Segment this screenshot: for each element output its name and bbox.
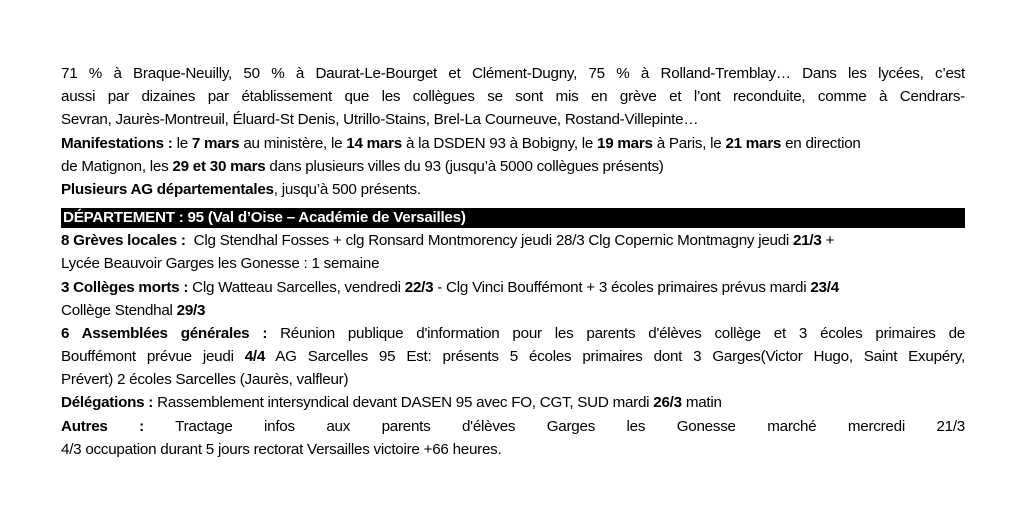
date-highlight: 26/3 — [653, 394, 682, 412]
body-text: AG Sarcelles 95 Est: présents 5 écoles primaires dont 3 Garges(Victor Hugo, Saint Exupéry, — [265, 348, 965, 366]
body-text: Bouffémont prévue jeudi — [61, 348, 245, 366]
body-text: Réunion publique d'information pour les parents d'élèves collège et 3 écoles primaires de — [267, 324, 965, 342]
date-highlight: 19 mars — [597, 134, 653, 152]
department-title: DÉPARTEMENT : 95 (Val d’Oise – Académie de Versailles) — [63, 209, 466, 227]
body-text: Collège Stendhal — [61, 301, 177, 319]
ag-line — [61, 178, 965, 201]
body-text: , jusqu’à 500 présents. — [273, 180, 421, 198]
body-text: + — [821, 232, 835, 250]
colleges-line — [61, 299, 965, 322]
body-text: aussi par dizaines par établissement que les collègues se sont mis en grève et l’ont reconduite, comme à Cendrars- — [61, 88, 965, 106]
body-text: en direction — [781, 134, 861, 152]
body-text: Clg Watteau Sarcelles, vendredi — [188, 278, 405, 296]
assemblees-line — [61, 345, 965, 368]
body-text: Tractage infos aux parents d'élèves Garges les Gonesse marché mercredi 21/3 — [143, 417, 965, 435]
delegations-line — [61, 391, 965, 414]
body-text: Rassemblement intersyndical devant DASEN 95 avec FO, CGT, SUD mardi — [153, 394, 654, 412]
autres-line — [61, 438, 965, 461]
body-text: le — [172, 134, 192, 152]
ag-label: Plusieurs AG départementales — [61, 180, 274, 198]
body-text: de Matignon, les — [61, 157, 173, 175]
body-text: matin — [681, 394, 722, 412]
body-text: au ministère, le — [239, 134, 347, 152]
autres-line — [61, 415, 965, 438]
date-highlight: 29/3 — [176, 301, 206, 319]
document-page — [61, 62, 965, 461]
body-text: - Clg Vinci Bouffémont + 3 écoles primaires prévus mardi — [433, 278, 811, 296]
paragraph-line — [61, 85, 965, 108]
autres-label: Autres : — [61, 417, 144, 435]
body-text: Lycée Beauvoir Garges les Gonesse : 1 semaine — [61, 255, 380, 273]
body-text: à Paris, le — [652, 134, 726, 152]
manifestations-line — [61, 132, 965, 155]
department-header — [61, 208, 965, 228]
paragraph-line — [61, 108, 965, 131]
date-highlight: 21/3 — [793, 232, 822, 250]
body-text: Clg Stendhal Fosses + clg Ronsard Montmorency jeudi 28/3 Clg Copernic Montmagny jeudi — [185, 232, 794, 250]
body-text: dans plusieurs villes du 93 (jusqu’à 5000 collègues présents) — [265, 157, 664, 175]
date-highlight: 14 mars — [346, 134, 402, 152]
body-text: Sevran, Jaurès-Montreuil, Éluard-St Denis, Utrillo-Stains, Brel-La Courneuve, Rostand-Villepinte… — [61, 111, 699, 129]
greves-line — [61, 252, 965, 275]
greves-line — [61, 229, 965, 252]
body-text: 4/3 occupation durant 5 jours rectorat Versailles victoire +66 heures. — [61, 440, 502, 458]
delegations-label: Délégations : — [61, 394, 154, 412]
manifestations-line — [61, 155, 965, 178]
colleges-label: 3 Collèges morts : — [61, 278, 189, 296]
manifestations-label: Manifestations : — [61, 134, 173, 152]
assemblees-line — [61, 322, 965, 345]
date-highlight: 22/3 — [404, 278, 434, 296]
colleges-line — [61, 276, 965, 299]
greves-label: 8 Grèves locales : — [61, 232, 186, 250]
body-text: à la DSDEN 93 à Bobigny, le — [401, 134, 598, 152]
date-highlight: 23/4 — [810, 278, 839, 296]
body-text: 71 % à Braque-Neuilly, 50 % à Daurat-Le-Bourget et Clément-Dugny, 75 % à Rolland-Tremblay… Dans les lycées, c’est — [61, 65, 965, 82]
paragraph-line — [61, 62, 965, 85]
assemblees-label: 6 Assemblées générales : — [61, 324, 268, 342]
date-highlight: 4/4 — [244, 348, 266, 366]
date-highlight: 21 mars — [725, 134, 782, 152]
date-highlight: 29 et 30 mars — [172, 157, 266, 175]
date-highlight: 7 mars — [191, 134, 240, 152]
body-text: Prévert) 2 écoles Sarcelles (Jaurès, valfleur) — [61, 371, 349, 389]
assemblees-line — [61, 368, 965, 391]
